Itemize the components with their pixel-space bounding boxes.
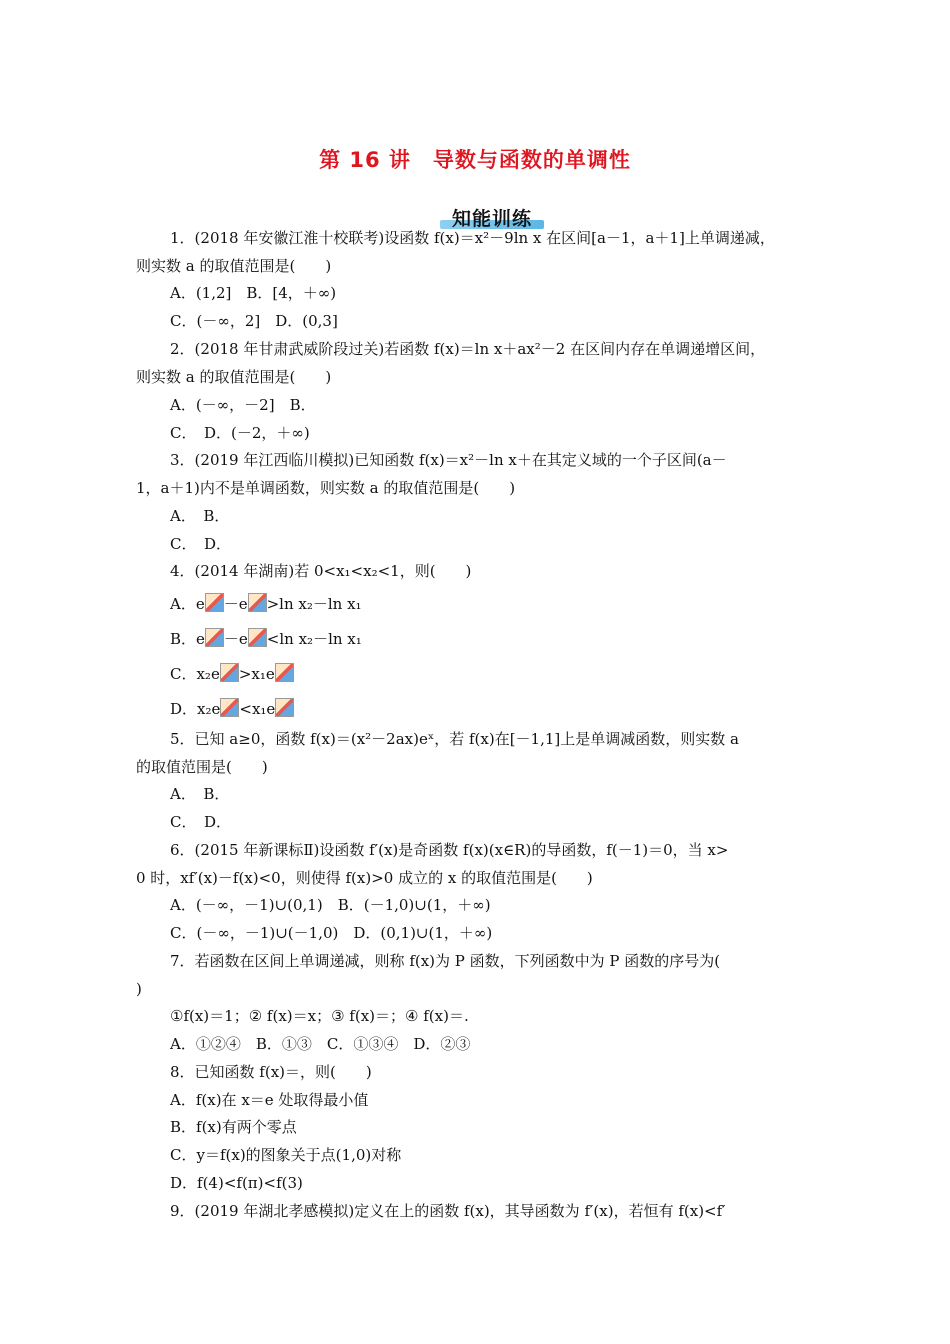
text-line: ): [136, 980, 142, 998]
broken-image-icon: [205, 628, 224, 647]
option-prefix: B．e: [170, 630, 205, 648]
section-banner: [436, 204, 548, 230]
broken-image-icon: [220, 698, 239, 717]
option-suffix: >ln x₂－ln x₁: [266, 595, 362, 613]
text-line: B．f(x)有两个零点: [170, 1118, 297, 1136]
text-line: 1，a＋1)内不是单调函数，则实数 a 的取值范围是( ): [136, 479, 516, 497]
text-line: 5．已知 a≥0，函数 f(x)＝(x²－2ax)eˣ，若 f(x)在[－1,1]上是单调减函数，则实数 a: [170, 730, 739, 748]
option-mid: －e: [223, 595, 248, 613]
text-line: C． D．: [170, 535, 232, 553]
text-line: A．①②④ B．①③ C．①③④ D．②③: [170, 1035, 471, 1053]
text-line: A． B．: [170, 785, 230, 803]
text-line: 9．(2019 年湖北孝感模拟)定义在上的函数 f(x)，其导函数为 f′(x)，若恒有 f(x)<f′: [170, 1202, 726, 1220]
broken-image-icon: [275, 698, 294, 717]
text-line: D．f(4)<f(π)<f(3): [170, 1174, 303, 1192]
text-line: 1．(2018 年安徽江淮十校联考)设函数 f(x)＝x²－9ln x 在区间[a－1，a＋1]上单调递减，: [170, 229, 775, 247]
text-line: 4．(2014 年湖南)若 0<x₁<x₂<1，则( ): [170, 562, 472, 580]
text-line: C．(－∞，2] D．(0,3]: [170, 312, 338, 330]
text-line: A．(1,2] B．[4，＋∞): [170, 284, 337, 302]
text-line: C． D．: [170, 813, 232, 831]
option-prefix: D．x₂e: [170, 700, 221, 718]
broken-image-icon: [248, 628, 267, 647]
page-title: 第 16 讲 导数与函数的单调性: [319, 148, 631, 172]
text-line: 3．(2019 年江西临川模拟)已知函数 f(x)＝x²－ln x＋在其定义域的一个子区间(a－: [170, 451, 727, 469]
banner-label: 知能训练: [451, 208, 532, 230]
text-line: C．(－∞，－1)∪(－1,0) D．(0,1)∪(1，＋∞): [170, 924, 493, 942]
q4-option-b: [170, 628, 362, 649]
text-line: 8．已知函数 f(x)＝，则( ): [170, 1063, 372, 1081]
option-prefix: C．x₂e: [170, 665, 220, 683]
option-mid: <x₁e: [239, 700, 276, 718]
q4-option-d: [170, 698, 294, 719]
text-line: 的取值范围是( ): [136, 758, 268, 776]
text-line: 则实数 a 的取值范围是( ): [136, 368, 332, 386]
broken-image-icon: [248, 593, 267, 612]
text-line: ①f(x)＝1；② f(x)＝x；③ f(x)＝；④ f(x)＝.: [170, 1007, 469, 1025]
option-prefix: A．e: [170, 595, 205, 613]
text-line: A．(－∞，－1)∪(0,1) B．(－1,0)∪(1，＋∞): [170, 896, 491, 914]
q4-option-c: [170, 663, 294, 684]
text-line: A． B．: [170, 507, 230, 525]
text-line: 0 时，xf′(x)－f(x)<0，则使得 f(x)>0 成立的 x 的取值范围是( ): [136, 869, 593, 887]
text-line: 6．(2015 年新课标Ⅱ)设函数 f′(x)是奇函数 f(x)(x∈R)的导函数，f(－1)＝0，当 x>: [170, 841, 729, 859]
text-line: 2．(2018 年甘肃武威阶段过关)若函数 f(x)＝ln x＋ax²－2 在区间内存在单调递增区间，: [170, 340, 766, 358]
option-suffix: <ln x₂－ln x₁: [266, 630, 362, 648]
text-line: A．f(x)在 x＝e 处取得最小值: [170, 1091, 369, 1109]
option-mid: >x₁e: [238, 665, 275, 683]
text-line: 7．若函数在区间上单调递减，则称 f(x)为 P 函数，下列函数中为 P 函数的序号为(: [170, 952, 721, 970]
text-line: A．(－∞，－2] B．: [170, 396, 316, 414]
text-line: 则实数 a 的取值范围是( ): [136, 257, 332, 275]
option-mid: －e: [223, 630, 248, 648]
text-line: C．y＝f(x)的图象关于点(1,0)对称: [170, 1146, 402, 1164]
broken-image-icon: [205, 593, 224, 612]
broken-image-icon: [220, 663, 239, 682]
broken-image-icon: [275, 663, 294, 682]
q4-option-a: [170, 593, 362, 614]
text-line: C． D．(－2，＋∞): [170, 424, 310, 442]
